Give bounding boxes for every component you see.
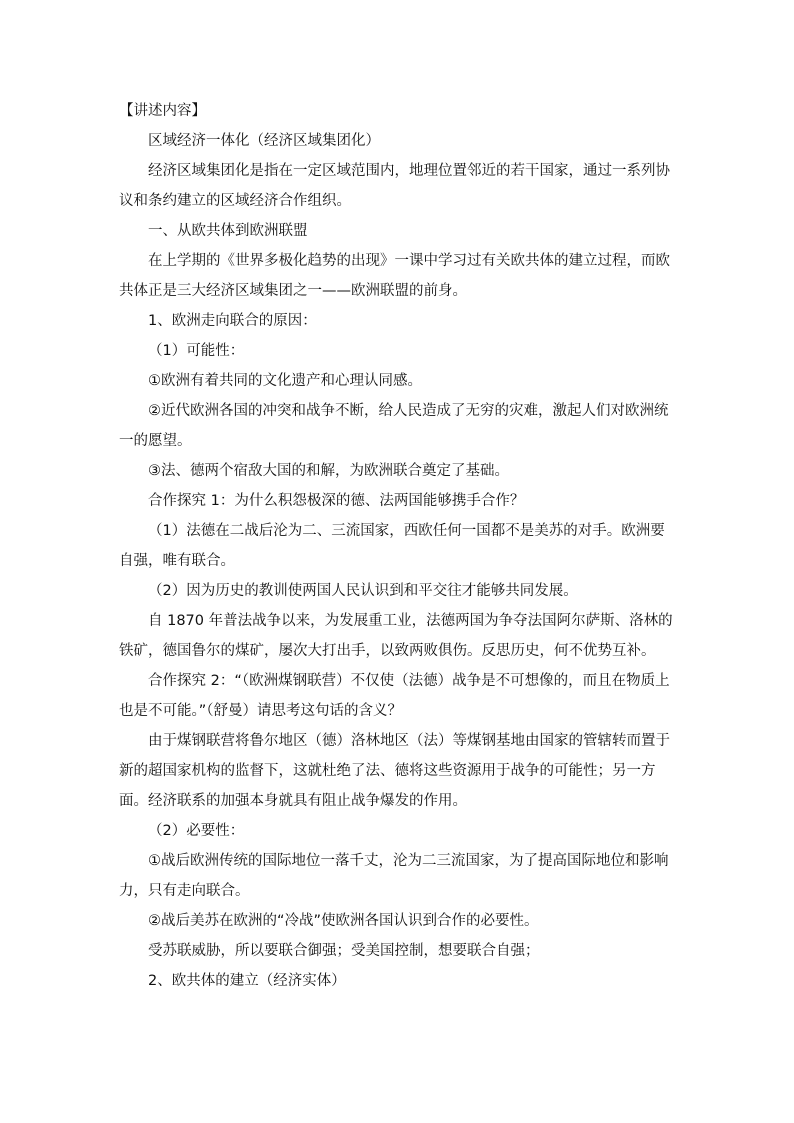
subheading-establishment: 2、欧共体的建立（经济实体）: [148, 973, 346, 989]
intro-paragraph: 在上学期的《世界多极化趋势的出现》一课中学习过有关欧共体的建立过程，而欧共体正是三大经济区域集团之一——欧洲联盟的前身。: [119, 253, 670, 299]
inquiry-answer-2: （2）因为历史的教训使两国人民认识到和平交往才能够共同发展。: [148, 583, 578, 599]
inquiry-question-2: 合作探究 2：“（欧洲煤钢联营）不仅使（法德）战争是不可想像的，而且在物质上也是不可能。”（舒曼）请思考这句话的含义？: [119, 673, 670, 719]
section-label: 【讲述内容】: [119, 103, 206, 119]
necessity-point-2: ②战后美苏在欧洲的“冷战”使欧洲各国认识到合作的必要性。: [148, 913, 539, 929]
inquiry-question-1: 合作探究 1：为什么积怨极深的德、法两国能够携手合作？: [148, 493, 525, 509]
subheading-necessity: （2）必要性：: [148, 823, 245, 839]
definition-paragraph: 经济区域集团化是指在一定区域范围内，地理位置邻近的若干国家，通过一系列协议和条约建立的区域经济合作组织。: [119, 163, 670, 209]
subheading-possibility: （1）可能性：: [148, 343, 245, 359]
inquiry-answer-3: 由于煤钢联营将鲁尔地区（德）洛林地区（法）等煤钢基地由国家的管辖转而置于新的超国家机构的监督下，这就杜绝了法、德将这些资源用于战争的可能性；另一方面。经济联系的加强本身就具有阻止战争爆发的作用。: [119, 733, 670, 809]
section-heading-1: 一、从欧共体到欧洲联盟: [148, 223, 308, 239]
possibility-point-2: ②近代欧洲各国的冲突和战争不断，给人民造成了无穷的灾难，激起人们对欧洲统一的愿望。: [119, 403, 669, 449]
inquiry-answer-1: （1）法德在二战后沦为二、三流国家，西欧任何一国都不是美苏的对手。欧洲要自强，唯有联合。: [119, 523, 665, 569]
necessity-point-1: ①战后欧洲传统的国际地位一落千丈，沦为二三流国家，为了提高国际地位和影响力，只有走向联合。: [119, 853, 669, 899]
necessity-summary: 受苏联威胁，所以要联合御强；受美国控制，想要联合自强；: [148, 943, 540, 959]
subheading-reasons: 1、欧洲走向联合的原因：: [148, 313, 317, 329]
possibility-point-1: ①欧洲有着共同的文化遗产和心理认同感。: [148, 373, 422, 389]
history-paragraph: 自 1870 年普法战争以来，为发展重工业，法德两国为争夺法国阿尔萨斯、洛林的铁矿，德国鲁尔的煤矿，屡次大打出手，以致两败俱伤。反思历史，何不优势互补。: [119, 613, 673, 659]
topic-title: 区域经济一体化（经济区域集团化）: [148, 133, 380, 149]
document-body: [119, 96, 674, 996]
possibility-point-3: ③法、德两个宿敌大国的和解，为欧洲联合奠定了基础。: [148, 463, 509, 479]
